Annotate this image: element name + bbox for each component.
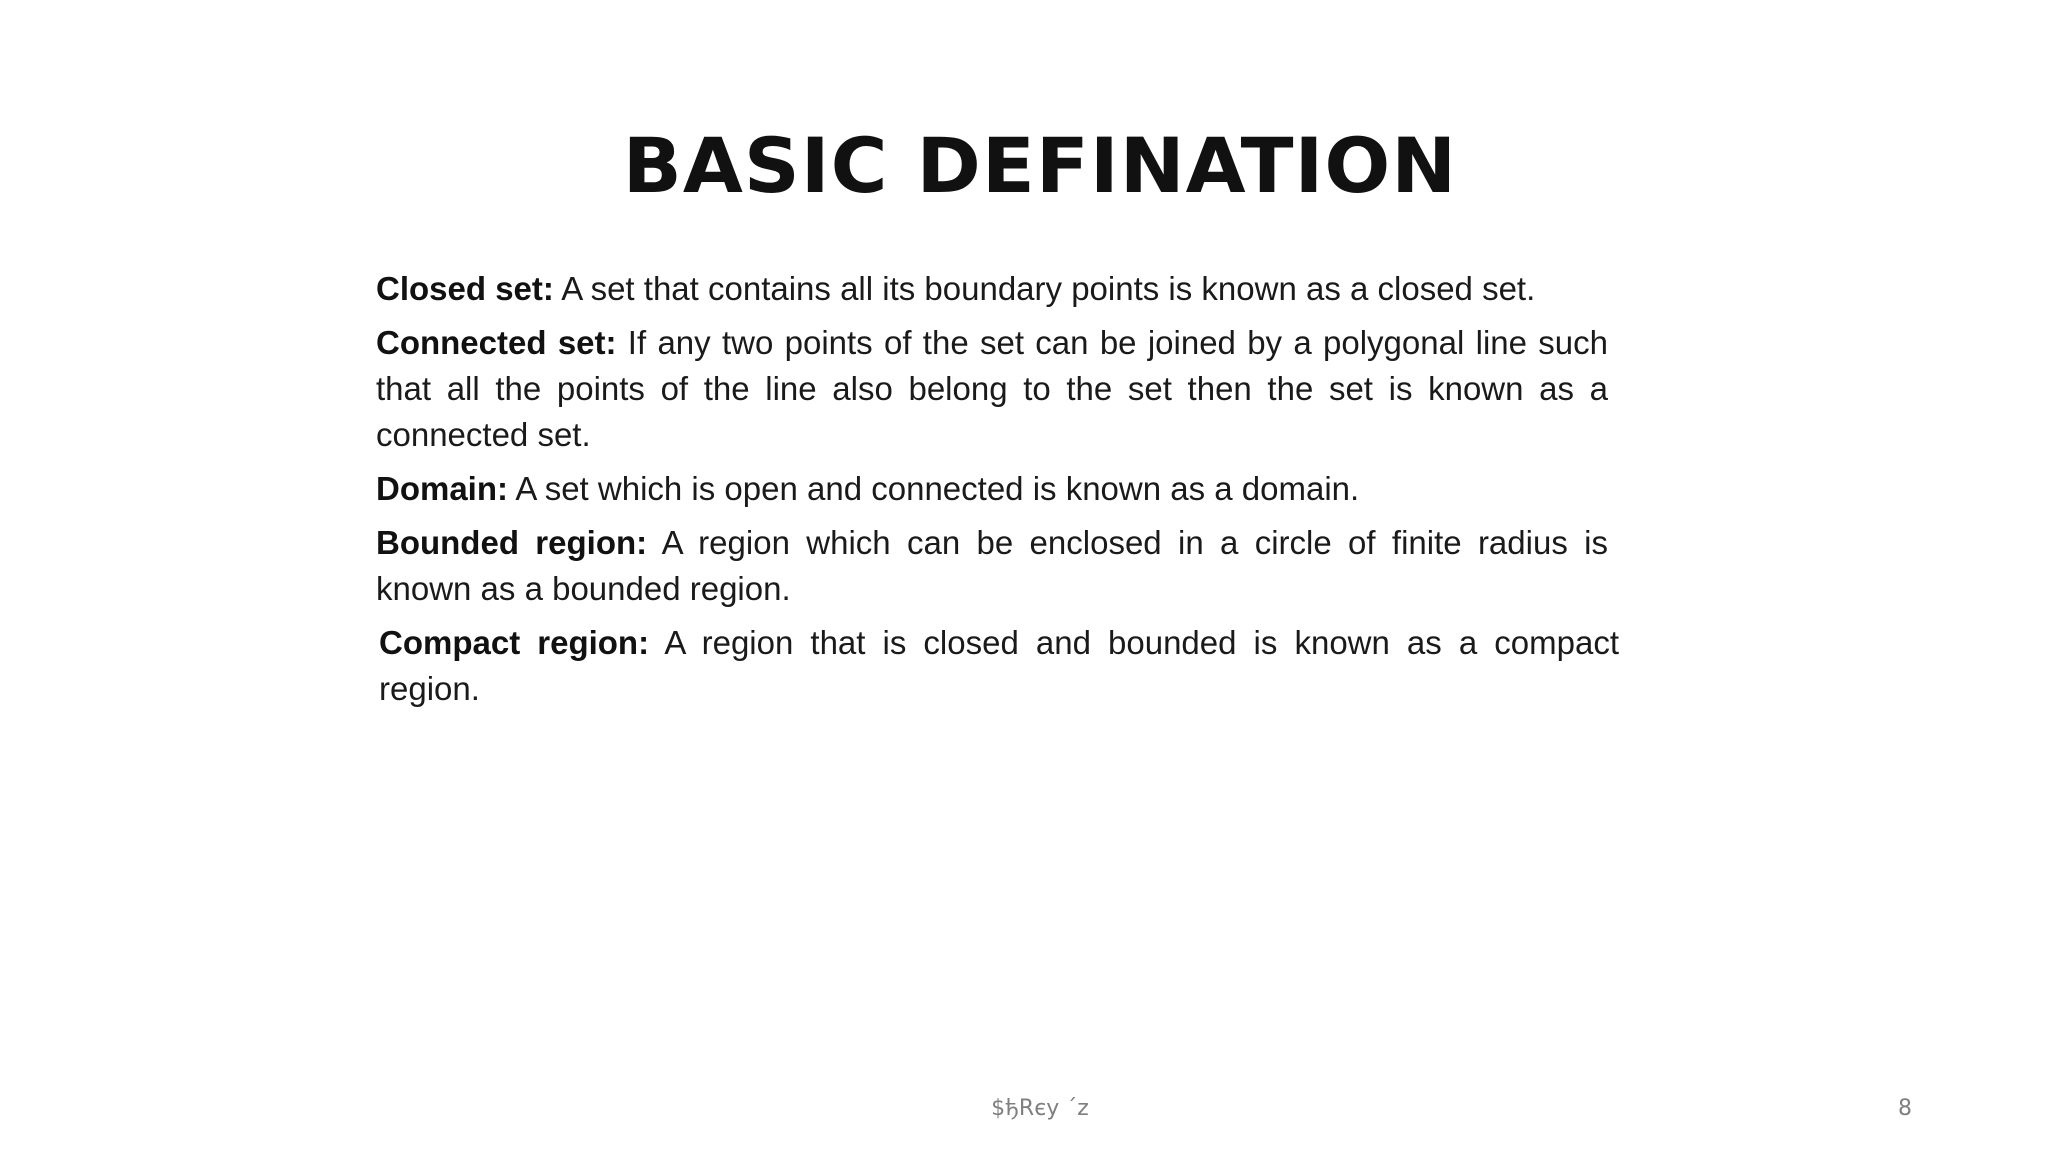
definition-compact-region bbox=[379, 620, 1619, 712]
definition-term: Closed set: bbox=[376, 270, 554, 307]
definition-text: A set which is open and connected is known as a domain. bbox=[508, 470, 1360, 507]
definition-connected-set bbox=[376, 320, 1608, 458]
definitions-list bbox=[376, 266, 1619, 720]
definition-text: A region that is closed and bounded is known as a compact region. bbox=[379, 624, 1619, 707]
definition-text: A set that contains all its boundary points is known as a closed set. bbox=[553, 270, 1536, 307]
definition-term: Compact region: bbox=[379, 624, 650, 661]
definition-bounded-region bbox=[376, 520, 1608, 612]
page-number: 8 bbox=[1898, 1096, 1912, 1121]
definition-text: A region which can be enclosed in a circle of finite radius is known as a bounded region. bbox=[376, 524, 1608, 607]
definition-term: Bounded region: bbox=[376, 524, 648, 561]
slide-footer: $ђRєу ´z bbox=[991, 1096, 1089, 1121]
definition-closed-set bbox=[376, 266, 1608, 312]
definition-term: Connected set: bbox=[376, 324, 617, 361]
definition-domain bbox=[376, 466, 1608, 512]
slide-title: BASIC DEFINATION bbox=[622, 121, 1458, 210]
definition-text: If any two points of the set can be joined by a polygonal line such that all the points of the line also belong to the set then the set is known as a connected set. bbox=[376, 324, 1608, 453]
definition-term: Domain: bbox=[376, 470, 508, 507]
